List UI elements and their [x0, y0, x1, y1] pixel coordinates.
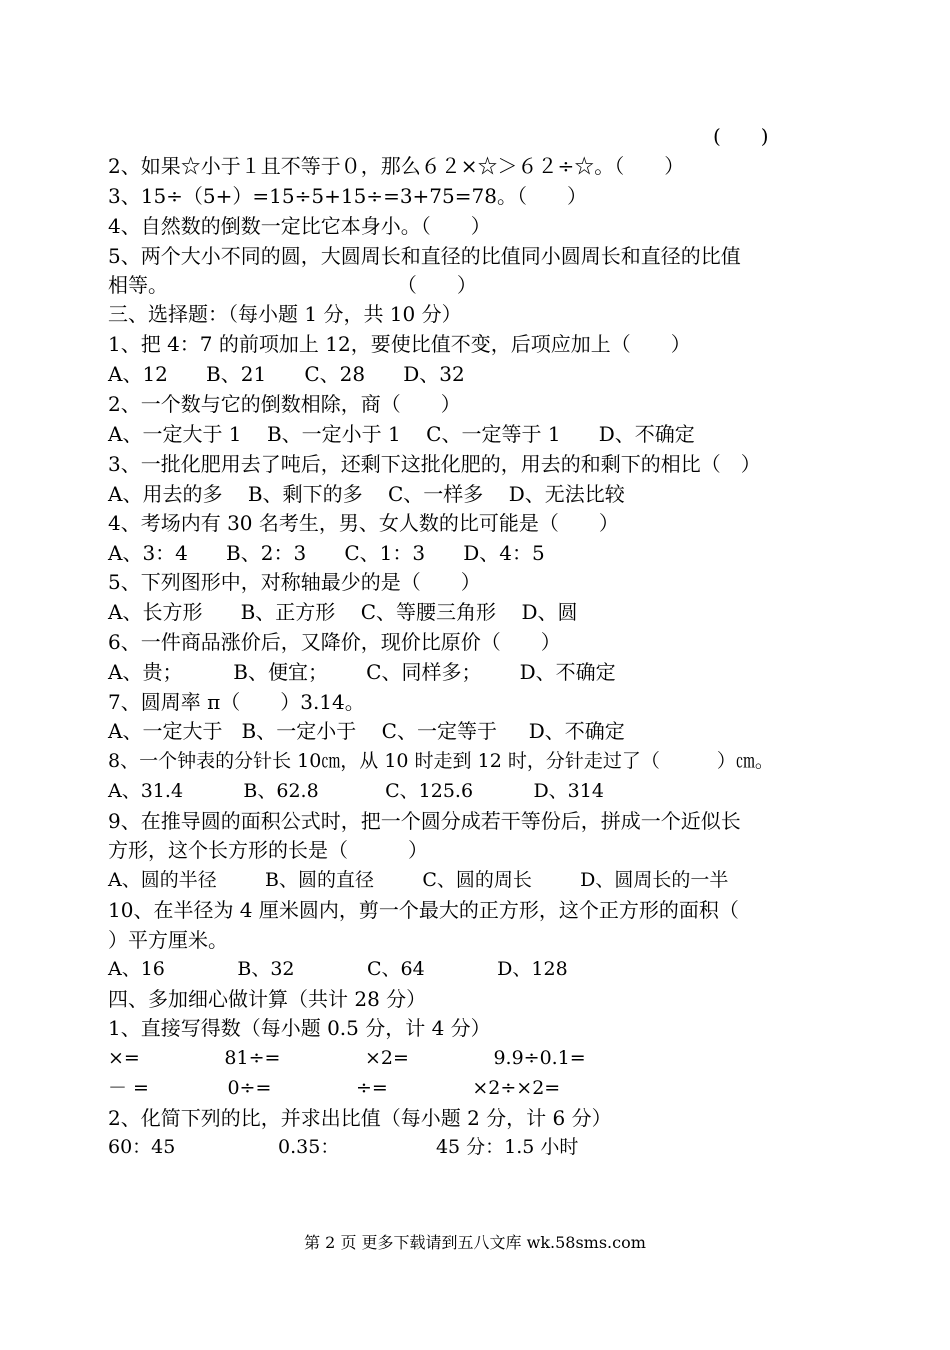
text-line: 4、自然数的倒数一定比它本身小。（ ） — [108, 214, 491, 238]
options-line: A、31.4 B、62.8 C、125.6 D、314 — [108, 780, 604, 802]
text-line: 5、两个大小不同的圆，大圆周长和直径的比值同小圆周长和直径的比值 — [108, 244, 741, 268]
calc-line: － = 0÷= ÷= ×2÷×2= — [108, 1077, 561, 1099]
options-line: A、12 B、21 C、28 D、32 — [108, 362, 465, 386]
text-line: 2、如果☆小于１且不等于０，那么６２×☆＞６２÷☆。（ ） — [108, 154, 685, 178]
text-line: 3、15÷（5+）=15÷5+15÷=3+75=78。（ ） — [108, 184, 587, 208]
question-line: 3、一批化肥用去了吨后，还剩下这批化肥的，用去的和剩下的相比（ ） — [108, 452, 761, 476]
options-line: A、一定大于 1 B、一定小于 1 C、一定等于 1 D、不确定 — [108, 422, 695, 446]
calc-line: ×= 81÷= ×2= 9.9÷0.1= — [108, 1047, 586, 1069]
question-line: 1、把 4：7 的前项加上 12，要使比值不变，后项应加上（ ） — [108, 332, 691, 356]
options-line: A、一定大于 B、一定小于 C、一定等于 D、不确定 — [108, 719, 625, 743]
options-line: A、圆的半径 B、圆的直径 C、圆的周长 D、圆周长的一半 — [108, 869, 729, 891]
question-line: 7、圆周率 π（ ）3.14。 — [108, 690, 365, 714]
text-line: ）平方厘米。 — [108, 928, 228, 952]
question-line: 8、一个钟表的分针长 10㎝，从 10 时走到 12 时，分针走过了（ ）㎝。 — [108, 750, 774, 772]
text-line: 方形，这个长方形的长是（ ） — [108, 838, 428, 862]
options-line: A、长方形 B、正方形 C、等腰三角形 D、圆 — [108, 600, 578, 624]
text-line: ( ) — [713, 124, 769, 148]
options-line: A、3：4 B、2：3 C、1：3 D、4：5 — [108, 541, 545, 565]
options-line: A、16 B、32 C、64 D、128 — [108, 958, 568, 980]
options-line: A、用去的多 B、剩下的多 C、一样多 D、无法比较 — [108, 482, 625, 506]
calc-line: 60：45 0.35： 45 分：1.5 小时 — [108, 1136, 579, 1158]
question-line: 5、下列图形中，对称轴最少的是（ ） — [108, 570, 481, 594]
options-line: A、贵； B、便宜； C、同样多； D、不确定 — [108, 660, 616, 684]
text-line: 相等。 （ ） — [108, 273, 477, 297]
question-line: 1、直接写得数（每小题 0.5 分，计 4 分） — [108, 1016, 491, 1040]
question-line: 9、在推导圆的面积公式时，把一个圆分成若干等份后，拼成一个近似长 — [108, 809, 741, 833]
section-heading: 三、选择题：（每小题 1 分，共 10 分） — [108, 302, 462, 326]
section-heading: 四、多加细心做计算（共计 28 分） — [108, 987, 427, 1011]
page-footer: 第 2 页 更多下载请到五八文库 wk.58sms.com — [304, 1233, 646, 1252]
question-line: 2、一个数与它的倒数相除，商（ ） — [108, 392, 461, 416]
question-line: 10、在半径为 4 厘米圆内，剪一个最大的正方形，这个正方形的面积（ — [108, 898, 739, 922]
question-line: 4、考场内有 30 名考生，男、女人数的比可能是（ ） — [108, 511, 619, 535]
question-line: 6、一件商品涨价后，又降价，现价比原价（ ） — [108, 630, 561, 654]
question-line: 2、化简下列的比，并求出比值（每小题 2 分，计 6 分） — [108, 1106, 612, 1130]
